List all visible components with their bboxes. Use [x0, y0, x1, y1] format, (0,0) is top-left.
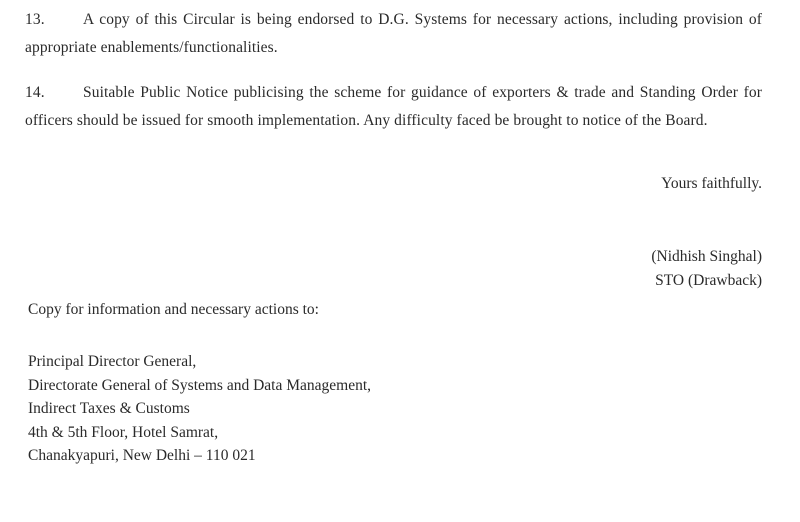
recipient-address — [28, 350, 371, 468]
signatory-name: (Nidhish Singhal) — [651, 248, 762, 265]
address-line: Chanakyapuri, New Delhi – 110 021 — [28, 447, 256, 464]
address-line: Directorate General of Systems and Data Management, — [28, 376, 372, 394]
paragraph-13 — [25, 6, 762, 62]
paragraph-text: Suitable Public Notice publicising the scheme for guidance of exporters & trade and Standing Order for officers should be issued for smooth implementation. Any difficulty faced be brought to notice of the Board. — [25, 84, 762, 129]
closing-text: Yours faithfully. — [661, 175, 762, 192]
paragraph-14 — [25, 79, 762, 135]
closing-salutation — [661, 172, 762, 196]
signatory-designation: STO (Drawback) — [655, 272, 762, 289]
paragraph-number: 13. — [25, 11, 45, 28]
paragraph-number: 14. — [25, 84, 45, 101]
address-line: 4th & 5th Floor, Hotel Samrat, — [28, 423, 219, 441]
address-line: Principal Director General, — [28, 353, 197, 370]
address-line: Indirect Taxes & Customs — [28, 400, 190, 417]
paragraph-text: A copy of this Circular is being endorsed to D.G. Systems for necessary actions, including provision of appropriate enablements/functionalities. — [25, 11, 762, 56]
signature-block — [651, 245, 762, 293]
copy-to-heading: Copy for information and necessary actions to: — [28, 301, 319, 318]
